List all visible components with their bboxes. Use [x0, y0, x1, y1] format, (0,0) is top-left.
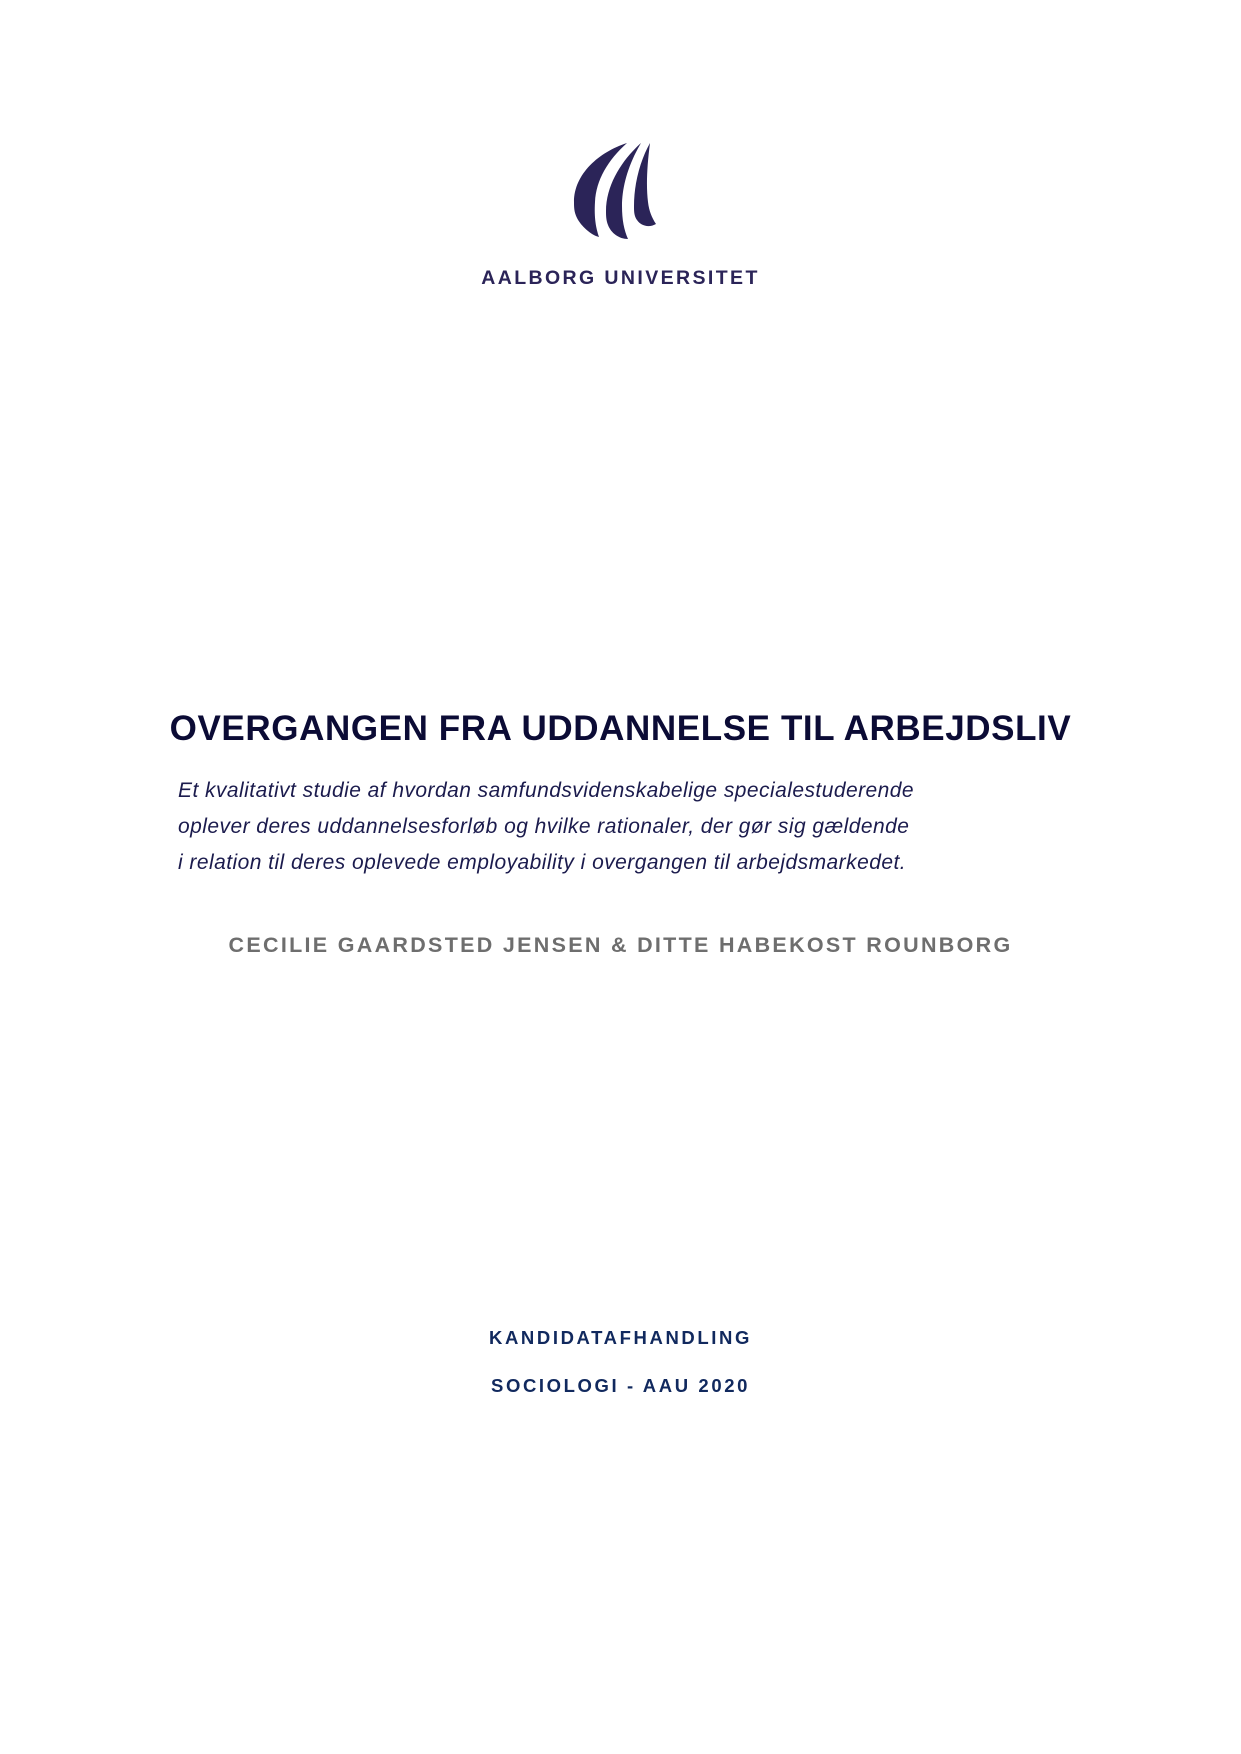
page-title: OVERGANGEN FRA UDDANNELSE TIL ARBEJDSLIV — [169, 709, 1072, 749]
program-and-year: SOCIOLOGI - AAU 2020 — [491, 1375, 750, 1396]
subtitle-line: i relation til deres oplevede employability i overgangen til arbejdsmarkedet. — [178, 851, 907, 874]
footer-block — [0, 1327, 1241, 1397]
subtitle-line: oplever deres uddannelsesforløb og hvilke rationaler, der gør sig gældende — [178, 815, 910, 838]
subtitle-line: Et kvalitativt studie af hvordan samfundsvidenskabelige specialestuderende — [178, 779, 915, 802]
institution-logo-block — [0, 140, 1241, 290]
authors: CECILIE GAARDSTED JENSEN & DITTE HABEKOST ROUNBORG — [228, 933, 1013, 957]
subtitle — [178, 773, 968, 881]
aau-swoosh-logo-icon — [561, 140, 681, 245]
institution-wordmark: AALBORG UNIVERSITET — [481, 267, 760, 289]
thesis-type: KANDIDATAFHANDLING — [489, 1327, 752, 1348]
